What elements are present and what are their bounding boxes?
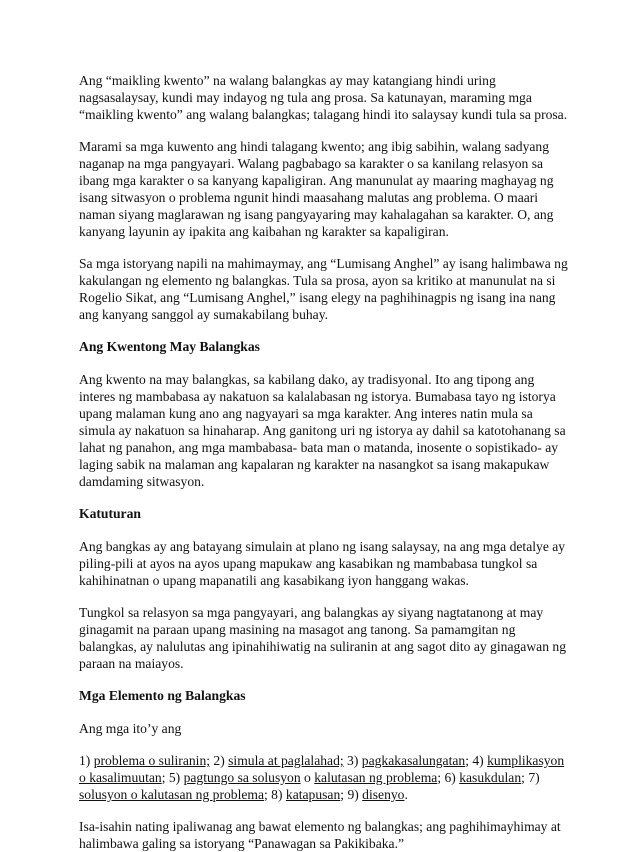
paragraph-marami-sa-mga-kuwento: Marami sa mga kuwento ang hindi talagang kwento; ang ibig sabihin, walang sadyang naganap na mga pangyayari. Walang pagbabago sa karakter o sa kanilang relasyon sa ibang mga karakter o sa kanyang kapaligiran. Ang manunulat ay maaring maghayag ng isang sitwasyon o problema ngunit hindi maasahang malutas ang problema. O maari naman siyang maglarawan ng isang pangyayaring may kahalagahan sa karakter. O, ang kanyang layunin ay ipakita ang kaibahan ng karakter sa kapaligiran.: [79, 139, 554, 239]
link-kumplikasyon[interactable]: kumplikasyon o kasalimuutan: [79, 753, 565, 785]
list-number: ; 8): [264, 787, 286, 802]
link-kasukdulan[interactable]: kasukdulan: [459, 770, 522, 785]
link-simula-at-paglalahad[interactable]: simula at paglalahad;: [228, 753, 344, 768]
list-number: ; 5): [161, 770, 184, 785]
paragraph-maikling-kwento: Ang “maikling kwento” na walang balangkas ay may katangiang hindi uring nagsasalaysay, kundi may indayog ng tula ang prosa. Sa katunayan, maraming mga “maikling kwento” ang walang balangkas; talagang hindi ito salaysay kundi tula sa prosa.: [79, 73, 568, 122]
heading-kwentong-may-balangkas: Ang Kwentong May Balangkas: [79, 339, 260, 354]
link-pagkakasalungatan[interactable]: pagkakasalungatan: [361, 753, 466, 768]
list-number: ; 9): [340, 787, 363, 802]
heading-mga-elemento: Mga Elemento ng Balangkas: [79, 688, 246, 703]
list-number: ; 4): [465, 753, 488, 768]
list-number: 2): [210, 753, 229, 768]
list-number: 3): [343, 753, 362, 768]
list-connector: o: [300, 770, 315, 785]
paragraph-bangkas-definition: Ang bangkas ay ang batayang simulain at plano ng isang salaysay, na ang mga detalye ay piling-pili at ayos na ayos upang mapukaw ang kasabikan ng mambabasa tungkol sa kahihinatnan o upang mapanatili ang kasabikang iyon hanggang wakas.: [79, 539, 566, 588]
list-number: ; 7): [521, 770, 540, 785]
list-end: .: [404, 787, 408, 802]
link-problema-o-suliranin[interactable]: problema o suliranin;: [93, 753, 211, 768]
paragraph-kwento-na-may-balangkas: Ang kwento na may balangkas, sa kabilang dako, ay tradisyonal. Ito ang tipong ang interes ng mambabasa ay nakatuon sa kalalabasan ng istorya. Bumabasa tayo ng istorya upang malaman kung ano ang nagyayari sa mga karakter. Ang interes natin mula sa simula ay nakatuon sa hinaharap. Ang ganitong uri ng istorya ay dahil sa katotohanang sa lahat ng panahon, ang mga mambabasa- bata man o matanda, inosente o sopistikado- ay laging sabik na malaman ang kapalaran ng karakter na nasangkot sa isang makapukaw damdaming sitwasyon.: [79, 372, 566, 489]
link-solusyon-o-kalutasan[interactable]: solusyon o kalutasan ng problema: [79, 787, 264, 802]
link-katapusan[interactable]: katapusan: [285, 787, 341, 802]
heading-katuturan: Katuturan: [79, 506, 141, 521]
link-pagtungo-sa-solusyon[interactable]: pagtungo sa solusyon: [183, 770, 301, 785]
paragraph-lumisang-anghel: Sa mga istoryang napili na mahimaymay, ang “Lumisang Anghel” ay isang halimbawa ng kakulangan ng elemento ng balangkas. Tula sa prosa, ayon sa kritiko at manunulat na si Rogelio Sikat, ang “Lumisang Anghel,” isang elegy na paghihinagpis ng isang ina nang ang kanyang sanggol ay sumakabilang buhay.: [79, 256, 568, 322]
list-number: 1): [79, 753, 94, 768]
link-disenyo[interactable]: disenyo: [362, 787, 405, 802]
list-number: ; 6): [437, 770, 460, 785]
paragraph-ang-mga-itoy-ang: Ang mga ito’y ang: [79, 721, 182, 736]
link-kalutasan-ng-problema[interactable]: kalutasan ng problema: [314, 770, 438, 785]
elements-list: [79, 752, 568, 803]
paragraph-relasyon-sa-pangyayari: Tungkol sa relasyon sa mga pangyayari, ang balangkas ay siyang nagtatanong at may ginagamit na paraan upang masining na masagot ang tanong. Sa pamamgitan ng balangkas, ay nalulutas ang ipinahihiwatig na suliranin at ang sagot dito ay ginagawan ng paraan na maiayos.: [79, 605, 566, 671]
paragraph-isa-isahin: Isa-isahin nating ipaliwanag ang bawat elemento ng balangkas; ang paghihimayhimay at halimbawa galing sa istoryang “Panawagan sa Pakikibaka.”: [79, 819, 561, 851]
